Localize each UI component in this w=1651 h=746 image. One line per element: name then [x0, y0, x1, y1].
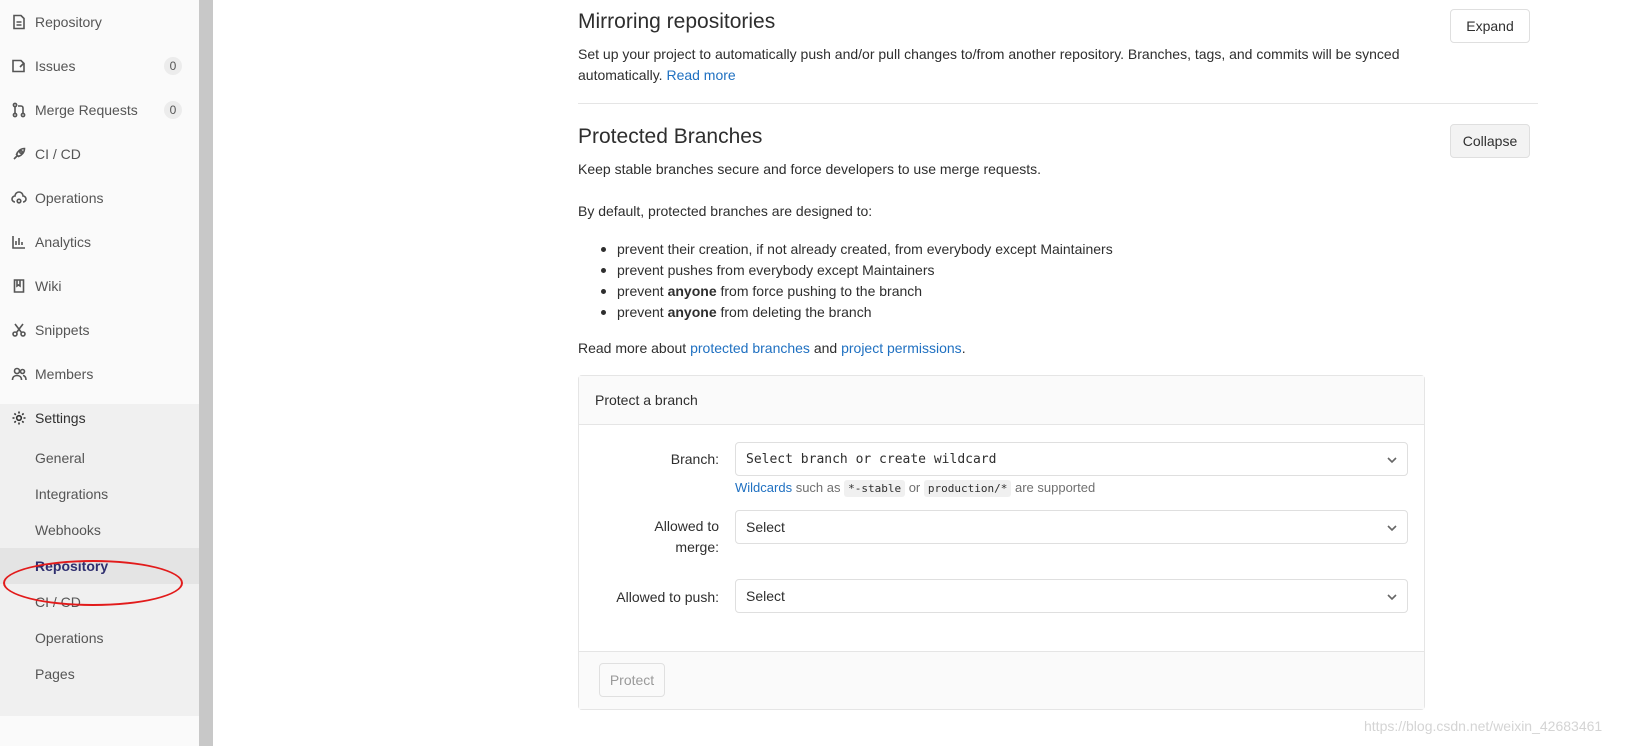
merge-requests-count-badge: 0: [164, 101, 182, 119]
sidebar-item-label: Settings: [35, 410, 86, 426]
protected-read-more: Read more about protected branches and project permissions.: [578, 340, 966, 356]
protected-branches-link[interactable]: protected branches: [690, 340, 810, 356]
collapse-button[interactable]: Collapse: [1450, 124, 1530, 158]
protect-branch-card: [578, 375, 1425, 710]
project-permissions-link[interactable]: project permissions: [841, 340, 962, 356]
list-item: prevent anyone from force pushing to the branch: [597, 281, 1113, 302]
chevron-down-icon: [1385, 521, 1399, 535]
chevron-down-icon: [1385, 453, 1399, 467]
card-header: Protect a branch: [579, 376, 1424, 425]
sidebar-item-label: Analytics: [35, 234, 92, 250]
users-icon: [11, 366, 27, 382]
sidebar-item-label: CI / CD: [35, 146, 81, 162]
sidebar-item-settings[interactable]: [0, 398, 199, 438]
protected-branches-subtitle: Keep stable branches secure and force developers to use merge requests.: [578, 161, 1042, 177]
mirroring-read-more-link[interactable]: Read more: [666, 67, 736, 83]
settings-item-integrations[interactable]: Integrations: [35, 486, 109, 502]
branch-select[interactable]: Select branch or create wildcard: [735, 442, 1408, 476]
wildcards-link[interactable]: Wildcards: [735, 480, 793, 495]
issues-count-badge: 0: [164, 57, 182, 75]
sidebar-item-analytics[interactable]: [0, 222, 199, 262]
sidebar-item-label: Snippets: [35, 322, 90, 338]
settings-item-general[interactable]: General: [35, 450, 85, 466]
sidebar-item-members[interactable]: [0, 354, 199, 394]
code-stable: *-stable: [844, 480, 905, 497]
merge-request-icon: [11, 102, 27, 118]
sidebar: [0, 0, 199, 746]
allowed-to-merge-label: Allowed to merge:: [654, 518, 719, 555]
bar-chart-icon: [11, 234, 27, 250]
sidebar-scrollbar[interactable]: [199, 0, 213, 746]
sidebar-item-ci-cd[interactable]: [0, 134, 199, 174]
protected-default-intro: By default, protected branches are designed to:: [578, 203, 873, 219]
sidebar-item-label: Merge Requests: [35, 102, 138, 118]
sidebar-item-label: Issues: [35, 58, 76, 74]
rocket-icon: [11, 146, 27, 162]
watermark-text: https://blog.csdn.net/weixin_42683461: [1364, 718, 1603, 734]
chevron-down-icon: [1385, 590, 1399, 604]
settings-item-repository[interactable]: Repository: [0, 548, 199, 584]
card-footer: [579, 651, 1424, 709]
mirroring-description: Set up your project to automatically push and/or pull changes to/from another repository. Branches, tags, and commits will be synced automatically. Read more: [578, 46, 1400, 83]
sidebar-item-issues[interactable]: [0, 46, 199, 86]
sidebar-item-label: Wiki: [35, 278, 62, 294]
expand-button[interactable]: Expand: [1450, 9, 1530, 43]
allowed-to-push-label: Allowed to push:: [616, 589, 719, 605]
list-item: prevent pushes from everybody except Maintainers: [597, 260, 1113, 281]
gear-icon: [11, 410, 27, 426]
settings-item-ci-cd[interactable]: CI / CD: [35, 594, 81, 610]
document-icon: [11, 14, 27, 30]
scissors-icon: [11, 322, 27, 338]
protect-button[interactable]: Protect: [599, 663, 665, 697]
settings-item-operations[interactable]: Operations: [35, 630, 104, 646]
settings-item-webhooks[interactable]: Webhooks: [35, 522, 101, 538]
book-icon: [11, 278, 27, 294]
sidebar-item-merge-requests[interactable]: [0, 90, 199, 130]
issues-icon: [11, 58, 27, 74]
mirroring-section-title: Mirroring repositories: [578, 10, 776, 33]
cloud-gear-icon: [11, 190, 27, 206]
sidebar-item-operations[interactable]: [0, 178, 199, 218]
sidebar-item-label: Repository: [35, 14, 102, 30]
code-production: production/*: [924, 480, 1011, 497]
settings-item-pages[interactable]: Pages: [35, 666, 75, 682]
allowed-to-push-select[interactable]: Select: [735, 579, 1408, 613]
wildcards-help-text: Wildcards such as *-stable or production/* are supported: [735, 480, 1096, 495]
allowed-to-merge-select[interactable]: Select: [735, 510, 1408, 544]
sidebar-item-repository[interactable]: [0, 2, 199, 42]
sidebar-item-label: Members: [35, 366, 94, 382]
section-divider: [578, 103, 1538, 104]
sidebar-item-wiki[interactable]: [0, 266, 199, 306]
list-item: prevent anyone from deleting the branch: [597, 302, 1113, 323]
list-item: prevent their creation, if not already created, from everybody except Maintainers: [597, 239, 1113, 260]
protected-rules-list: [597, 239, 1113, 323]
sidebar-item-snippets[interactable]: [0, 310, 199, 350]
branch-label: Branch:: [670, 451, 719, 467]
sidebar-item-label: Operations: [35, 190, 104, 206]
protected-branches-title: Protected Branches: [578, 125, 763, 148]
